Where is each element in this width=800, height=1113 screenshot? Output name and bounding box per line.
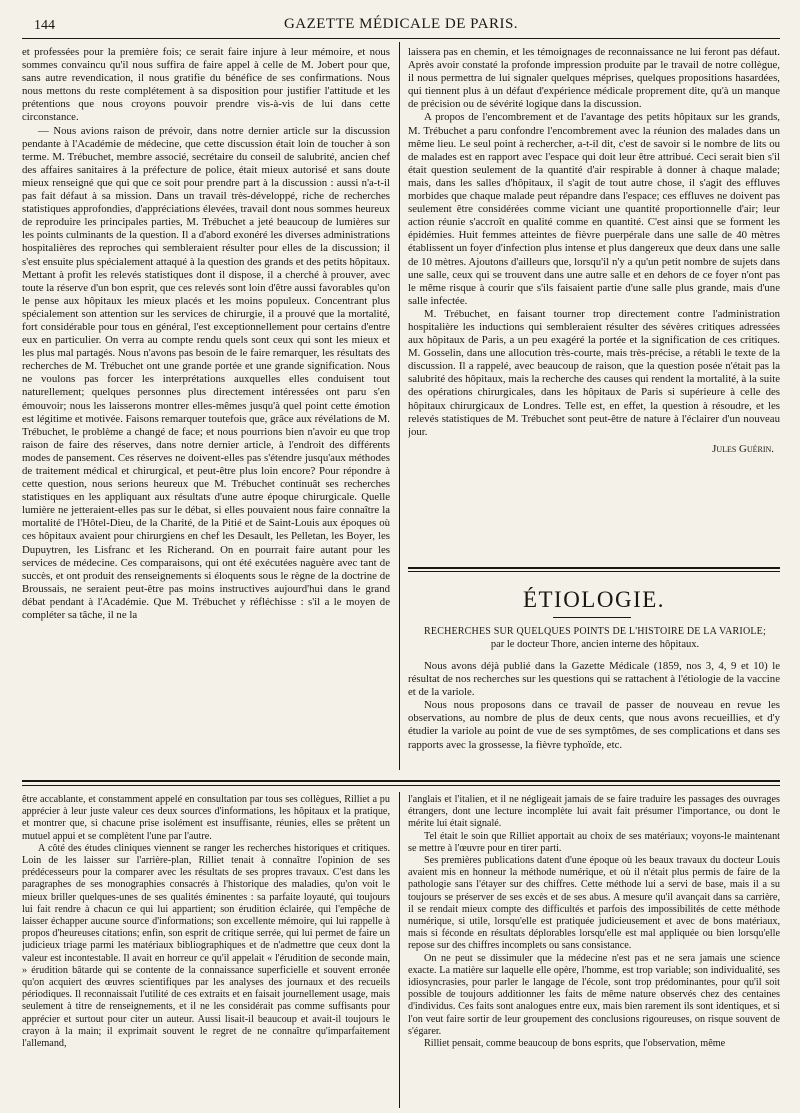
page-section-rule-thin (22, 785, 780, 786)
author-signature: Jules Guérin. (712, 442, 774, 455)
section-title-underline (553, 617, 631, 618)
paragraph: Nous nous proposons dans ce travail de passer de nouveau en revue les observations, au nombre de plus de deux cents, que nous avons recueillies, et d'y étudier la variole au point de vue de ses symptômes, de ses complications et dans ses rapports avec la grossesse, la fièvre typhoïde, etc. (408, 699, 780, 751)
paragraph: Tel était le soin que Rilliet apportait au choix de ses matériaux; voyons-le maintenant se mettre à l'œuvre pour en tirer parti. (408, 830, 780, 854)
column-right-top (408, 46, 780, 558)
column-divider-top (399, 42, 400, 770)
section-rule (408, 567, 780, 569)
paragraph: M. Trébuchet, en faisant tourner trop directement contre l'administration hospitalière les inductions qui sembleraient résulter des sévères critiques adressées aux hôpitaux de Paris, a un peu exagéré la portée et la signification de ces critiques. M. Gosselin, dans une allocution très-courte, mais très-précise, a rétabli le texte de la discussion. Il a rappelé, avec beaucoup de raison, que la question posée n'était pas la salubrité des hôpitaux, mais la recherche des causes qui rendent la mortalité, à la suite des opérations chirurgicales, dans les hôpitaux de Paris si supérieure à celle des hôpitaux chirurgicaux de Londres. Telle est, en effet, la question à résoudre, et les relevés statistiques de M. Trébuchet sont peut-être de nature à l'éclairer d'un nouveau jour. (408, 307, 780, 438)
column-divider-bottom (399, 792, 400, 1108)
paragraph: être accablante, et constamment appelé en consultation par tous ses collègues, Rilliet a pu apprécier à leur juste valeur ces deux sources d'informations, les hôpitaux et la pratique, et montrer que, si chacune prise isolément est insuffisante, réunies, elles se prêtent un mutuel appui et se complètent l'une par l'autre. (22, 794, 390, 842)
paragraph: A côté des études cliniques viennent se ranger les recherches historiques et critiques. Loin de les laisser sur l'arrière-plan, Rilliet tenait à connaître l'opinion de ses prédécesseurs pour la comparer avec les résultats de ses propres travaux. C'est dans les paragraphes de ses monographies consacrés à l'historique des maladies, qu'on voit le mieux briller quelques-unes de ses qualités éminentes : sa parfaite loyauté, qui toujours lui fait rendre à chacun ce qui lui appartient; son érudition éclairée, qui l'empêche de laisser échapper aucune source d'informations; son excellente mémoire, qui lui rappelle à propos d'heureuses citations; enfin, son esprit de critique serrée, qui lui permet de faire un judicieux triage parmi les matériaux bibliographiques et de n'admettre que ceux dont la valeur est incontestable. Il avait en horreur ce qu'il appelait « l'érudition de seconde main, » érudition bâtarde qui se contente de la connaissance superficielle et souvent erronée qu'on acquiert des œuvres scientifiques par les analyses des journaux et des recueils périodiques. Il reconnaissait l'utilité de ces extraits et en faisait journellement usage, mais seulement à titre de renseignements, et il ne les considérait pas comme suffisants pour apprécier et surtout pour citer un auteur. Aussi lisait-il beaucoup et avait-il toujours le crayon à la main; il exprimait souvent le regret de ne connaître qu'imparfaitement l'allemand, (22, 842, 390, 1050)
column-left-bottom (22, 794, 390, 1110)
section-rule-thin (408, 571, 780, 572)
paragraph: Rilliet pensait, comme beaucoup de bons esprits, que l'observation, même (424, 1038, 726, 1050)
paragraph: Ses premières publications datent d'une époque où les beaux travaux du docteur Louis avaient mis en honneur la méthode numérique, et où il n'était plus permis de faire de la pathologie sans l'étayer sur des chiffres. Cette méthode lui a servi de base, mais il a su toujours se préserver de ses excès et de ses abus. A mesure qu'il avançait dans sa carrière, il se rendait mieux compte des difficultés et parfois des impossibilités de cette méthode numérique, si utile, lorsqu'elle est pratiquée judicieusement et avec de bons matériaux, mais si féconde en résultats déplorables lorsqu'elle est mal appliquée ou bien lorsqu'elle repose sur des chiffres incomplets ou sans consistance. (408, 855, 780, 952)
column-left-top (22, 46, 390, 766)
paragraph: laissera pas en chemin, et les témoignages de reconnaissance ne lui feront pas défaut. Après avoir constaté la profonde impression produite par le travail de notre collègue, il nous permettra de lui signaler quelques méprises, quelques propositions hasardées, qui tiennent plus à un défaut d'expérience médicale proprement dite, qu'à un manque de précision ou de sévérité logique dans la discussion. (408, 46, 780, 111)
paragraph: l'anglais et l'italien, et il ne négligeait jamais de se faire traduire les passages des ouvrages étrangers, dont une lecture incomplète lui avait fait présumer l'importance, ou dont le mérite lui était signalé. (408, 794, 780, 830)
paragraph: et professées pour la première fois; ce serait faire injure à leur mémoire, et nous sommes convaincu qu'il nous suffira de faire appel à celle de M. Jobert pour que, sans autre revendication, il nous gratifie du bénéfice de ses confirmations. Nous nous mettons du reste complétement à sa disposition pour justifier l'attitude et les prétentions que nous croyons pouvoir prendre vis-à-vis de lui dans cette circonstance. (22, 46, 390, 124)
running-title: GAZETTE MÉDICALE DE PARIS. (283, 16, 519, 32)
header-rule (22, 38, 780, 39)
section-title: ÉTIOLOGIE. (522, 587, 666, 612)
paragraph: On ne peut se dissimuler que la médecine n'est pas et ne sera jamais une science exacte. La matière sur laquelle elle opère, l'homme, est trop variable; son individualité, ses idiosyncrasies, pour parler le langage de l'école, sont trop prédominantes, pour qu'il soit possible de toujours additionner les faits de même nature observés chez des centaines d'individus. Ces faits sont analogues entre eux, mais bien rarement ils sont identiques, et si l'on veut faire sortir de leur groupement des conclusions rigoureuses, on risque souvent de s'égarer. (408, 952, 780, 1037)
column-right-article (408, 660, 780, 772)
page-section-rule (22, 780, 780, 782)
column-right-bottom (408, 794, 780, 1110)
article-title: RECHERCHES SUR QUELQUES POINTS DE L'HISTOIRE DE LA VARIOLE; (424, 626, 766, 637)
paragraph: — Nous avions raison de prévoir, dans notre dernier article sur la discussion pendante à l'Académie de médecine, que cette discussion était loin de toucher à son terme. M. Trébuchet, membre associé, secrétaire du conseil de salubrité, ancien chef des affaires sanitaires à la préfecture de police, était mieux autorisé et sans doute mieux renseigné que qui que ce soit pour prendre part à la discussion : aussi n'a-t-il pas fait défaut à sa mission. Dans un travail très-développé, riche de recherches statistiques approfondies, d'appréciations élevées, travail dont nous sommes heureux de reproduire les principales parties, M. Trébuchet a jeté beaucoup de lumières sur les points culminants de la question. Il a d'abord exonéré les diverses administrations hospitalières des reproches qui sembleraient résulter pour elles de la discussion; il s'est ensuite plus spécialement attaqué à la question des grands et des petits hôpitaux. Mettant à profit les relevés statistiques dont il dispose, il a cherché à prouver, avec toute la réserve d'un bon esprit, que ces relevés sont loin d'être aussi favorables qu'on le pense aux hôpitaux les mieux placés et les moins populeux. Concentrant plus spécialement son attention sur les services de chirurgie, il a prouvé que la mortalité, fort considérable pour tous en général, l'est exceptionnellement pour certains d'entre eux en particulier. On verra au compte rendu quels sont ceux qui sont les mieux et les plus mal partagés. Nous n'avons pas besoin de le faire remarquer, les résultats des recherches de M. Trébuchet ont une grande portée et une grande signification. Nous ne voulons pas forcer les interprétations auxquelles elles conduisent tout naturellement; quelques personnes plus directement intéressées ont paru s'en émouvoir; nous les laisserons montrer elles-mêmes jusqu'à quel point cette émotion est légitime et motivée. Faisons remarquer toutefois que, grâce aux révélations de M. Trébuchet, le problème a changé de face; et nous pourrions bien n'avoir eu que trop raison de faire des réserves, dans notre dernier article, à l'endroit des différents modes de pansement. Ces réserves ne doivent-elles pas s'étendre jusqu'aux méthodes de traitement médical et chirurgical, et peut-être plus loin encore? Pour répondre à cette question, nous serions heureux que M. Trébuchet continuât ses recherches statistiques en les appliquant aux résultats d'une autre époque chirurgicale. Quelle lumière ne jetteraient-elles pas sur le débat, si elles pouvaient nous faire connaître la mortalité de l'Hôtel-Dieu, de la Charité, de la Pitié et de Saint-Louis aux époques où ces hôpitaux avaient pour chirurgiens en chef les Desault, les Pelletan, les Boyer, les Dupuytren, les Lisfranc et les Richerand. On en pourrait faire autant pour les services de médecine. Ces comparaisons, qui ont été exécutées naguère avec tant de succès, et ont produit des renseignements si éloquents sous le règne de la doctrine de Broussais, ne seraient peut-être pas moins instructives aujourd'hui dans le grand débat pendant à l'Académie. Que M. Trébuchet y réfléchisse : s'il a le moyen de compléter sa tâche, il ne la (22, 124, 390, 622)
paragraph: Nous avons déjà publié dans la Gazette Médicale (1859, nos 3, 4, 9 et 10) le résultat de nos recherches sur les questions qui se rattachent à l'étiologie de la vaccine et de la variole. (408, 660, 780, 699)
page-header (22, 6, 780, 38)
paragraph: A propos de l'encombrement et de l'avantage des petits hôpitaux sur les grands, M. Trébuchet a paru confondre l'encombrement avec la réunion des malades dans un même lieu. Le seul point à rechercher, a-t-il dit, c'est de savoir si le nombre de lits ou de malades est en rapport avec l'espace qui doit leur être attribué. Ceci serait bien s'il était question seulement de la quantité d'air respirable à donner à chaque malade; mais, dans les salles d'hôpitaux, il s'agit de tout autre chose, il s'agit des effluves morbides que chaque malade peut répandre dans l'espace; ces effluves ne doivent pas seulement être considérées comme viciant une quantité proportionnelle d'air; leur action réunie s'accroît en qualité comme en quantité. C'est ainsi que se forment les épidémies. Huit femmes atteintes de fièvre puerpérale dans une salle de 40 mètres établissent un foyer d'infection plus intense et plus dangereux que deux dans une salle de 10 mètres. Ajoutons d'ailleurs que, lorsqu'il n'y a qu'un petit nombre de sujets dans une salle, ceux qui se trouvent dans une autre salle et en dehors de ce foyer n'ont pas le même risque à courir que s'ils faisaient partie d'une salle plus grande, mais d'une salle infectée. (408, 111, 780, 307)
page-number: 144 (34, 18, 55, 33)
article-byline: par le docteur Thore, ancien interne des hôpitaux. (490, 639, 700, 650)
article-subheading (412, 625, 778, 651)
